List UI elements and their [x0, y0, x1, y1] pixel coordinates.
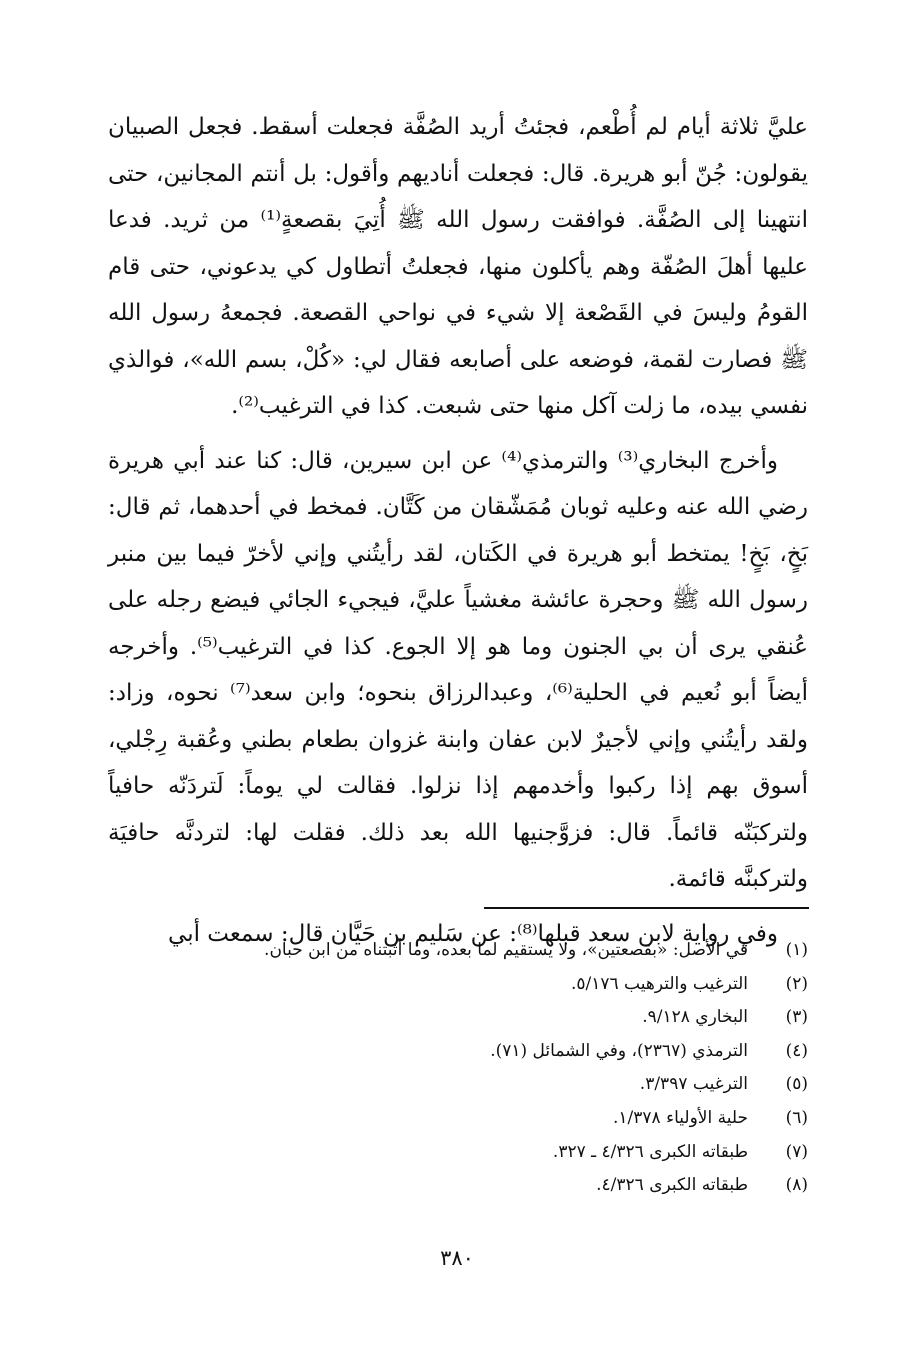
- footnote-number: (١): [785, 940, 808, 960]
- footnote-item: [108, 1035, 808, 1069]
- footnote-number: (٧): [785, 1141, 808, 1162]
- footnote-item: [108, 968, 808, 1002]
- footnote-text: في الأصل: «بقصعتين»، ولا يستقيم لما بعده، وما أثبتناه من ابن حبان.: [264, 940, 748, 960]
- footnote-item: [108, 1001, 808, 1035]
- footnotes: [108, 934, 808, 1203]
- paragraph-2: وأخرج البخاري⁽³⁾ والترمذي⁽⁴⁾ عن ابن سيرين، قال: كنا عند أبي هريرة رضي الله عنه وعليه ثوبان مُمَشّقان من كَتَّان. فمخط في أحدهما، ثم قال: بَخٍ، بَخٍ! يمتخط أبو هريرة في الكَتان، لقد رأيتُني وإني لأخرّ فيما بين منبر رسول الله ﷺ وحجرة عائشة مغشياً عليَّ، فيجيء الجائي فيضع رجله على عُنقي يرى أن بي الجنون وما هو إلا الجوع. كذا في الترغيب⁽⁵⁾. وأخرجه أيضاً أبو نُعيم في الحلية⁽⁶⁾، وعبدالرزاق بنحوه؛ وابن سعد⁽⁷⁾ نحوه، وزاد: ولقد رأيتُني وإني لأجيرٌ لابن عفان وابنة غزوان بطعام بطني وعُقبة رِجْلي، أسوق بهم إذا ركبوا وأخدمهم إذا نزلوا. فقالت لي يوماً: لَتردَنّه حافياً ولتركبَنّه قائماً. قال: فزوَّجنيها الله بعد ذلك. فقلت لها: لتردنَّه حافيَة ولتركبنَّه قائمة.: [108, 447, 808, 892]
- footnote-item: [108, 1068, 808, 1102]
- footnote-item: [108, 1136, 808, 1170]
- footnote-number: (٥): [785, 1074, 808, 1095]
- footnote-text: طبقاته الكبرى ٤/٣٢٦ ـ ٣٢٧.: [552, 1141, 748, 1162]
- footnote-number: (٣): [785, 1007, 808, 1028]
- page-number: ٣٨٠: [440, 1246, 474, 1270]
- footnote-text: الترغيب ٣/٣٩٧.: [639, 1074, 748, 1095]
- footnote-number: (٢): [785, 973, 808, 994]
- footnote-number: (٦): [785, 1107, 808, 1128]
- footnote-item: [108, 1169, 808, 1203]
- paragraph-1: عليَّ ثلاثة أيام لم أُطْعم، فجئتُ أريد الصُفَّة فجعلت أسقط. فجعل الصبيان يقولون: جُنّ أبو هريرة. قال: فجعلت أناديهم وأقول: بل أنتم المجانين، حتى انتهينا إلى الصُفَّة. فوافقت رسول الله ﷺ أُتِيَ بقصعةٍ⁽¹⁾ من ثريد. فدعا عليها أهلَ الصُفّة وهم يأكلون منها، فجعلتُ أتطاول كي يدعوني، حتى قام القومُ وليسَ في القَصْعة إلا شيء في نواحي القصعة. فجمعهُ رسول الله ﷺ فصارت لقمة، فوضعه على أصابعه فقال لي: «كُلْ، بسم الله»، فوالذي نفسي بيده، ما زلت آكل منها حتى شبعت. كذا في الترغيب⁽²⁾.: [108, 114, 808, 419]
- footnote-item: [108, 1102, 808, 1136]
- footnote-item: [108, 934, 808, 968]
- footnote-text: الترمذي (٢٣٦٧)، وفي الشمائل (٧١).: [490, 1040, 748, 1061]
- footnote-separator: [484, 907, 809, 909]
- footnote-text: حلية الأولياء ١/٣٧٨.: [613, 1107, 748, 1128]
- footnote-text: البخاري ٩/١٢٨.: [642, 1007, 748, 1028]
- footnote-number: (٨): [785, 1175, 808, 1196]
- main-text: [108, 104, 808, 957]
- footnote-text: الترغيب والترهيب ٥/١٧٦.: [570, 973, 748, 994]
- paragraph-3: وفي رواية لابن سعد قبلها⁽⁸⁾: عن سَليم بن حَيَّان قال: سمعت أبي: [168, 920, 778, 947]
- footnote-number: (٤): [785, 1040, 808, 1061]
- footnote-text: طبقاته الكبرى ٤/٣٢٦.: [596, 1175, 748, 1196]
